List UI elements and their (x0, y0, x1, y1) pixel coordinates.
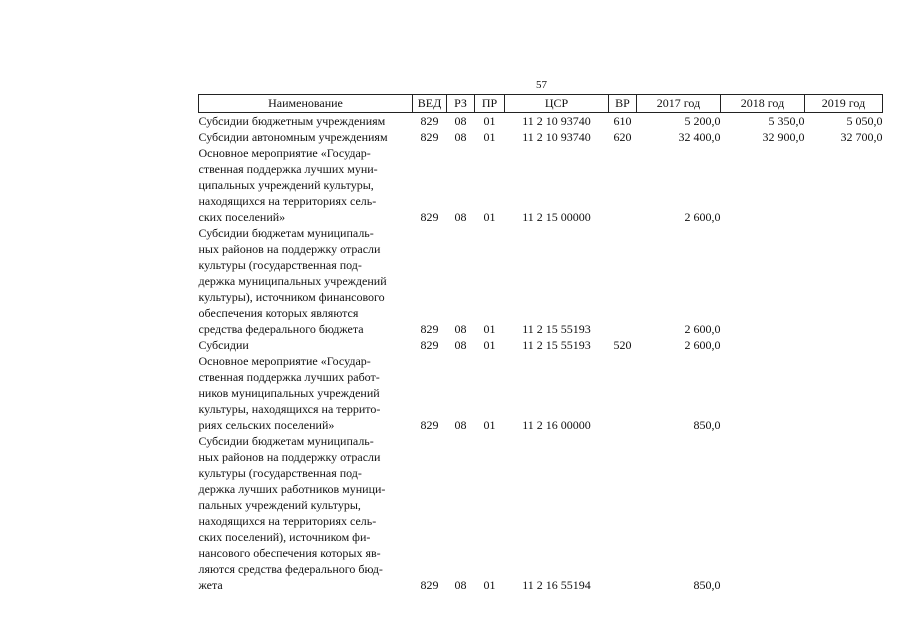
row-name-line: культуры (государственная под- (198, 466, 362, 480)
cell-2018: 32 900,0 (762, 130, 805, 144)
table-row (199, 145, 883, 225)
cell-2019: 5 050,0 (846, 114, 883, 128)
cell-vr: 520 (613, 338, 632, 352)
cell-pr: 01 (483, 130, 496, 144)
table-row (199, 225, 883, 337)
cell-2017: 2 600,0 (684, 322, 721, 336)
table-header-row (199, 95, 883, 113)
row-name-line: ственная поддержка лучших работ- (198, 370, 380, 384)
row-name-line: Субсидии бюджетным учреждениям (198, 114, 386, 128)
row-name-line: ных районов на поддержку отрасли (198, 450, 381, 464)
row-name-line: держка муниципальных учреждений (198, 274, 387, 288)
row-name-line: ских поселений), источником фи- (198, 530, 371, 544)
row-name-line: ных районов на поддержку отрасли (198, 242, 381, 256)
row-name-line: Основное мероприятие «Государ- (198, 146, 371, 160)
table-row (199, 433, 883, 593)
cell-2018 (721, 225, 805, 337)
cell-csr: 11 2 16 55194 (522, 578, 591, 592)
header-vr: ВР (609, 95, 637, 113)
cell-2019 (805, 353, 883, 433)
cell-pr: 01 (483, 338, 496, 352)
cell-2017: 850,0 (693, 578, 721, 592)
cell-rz: 08 (454, 322, 467, 336)
row-name-line: жета (198, 578, 223, 592)
cell-vr (609, 353, 637, 433)
cell-csr: 11 2 10 93740 (522, 114, 591, 128)
row-name-line: культуры, находящихся на террито- (198, 402, 381, 416)
cell-rz: 08 (454, 338, 467, 352)
cell-2017: 2 600,0 (684, 210, 721, 224)
cell-2017: 5 200,0 (684, 114, 721, 128)
cell-2019: 32 700,0 (840, 130, 883, 144)
cell-2018 (721, 145, 805, 225)
row-name-line: культуры (государственная под- (198, 258, 362, 272)
cell-pr: 01 (483, 418, 496, 432)
cell-csr: 11 2 15 55193 (522, 338, 591, 352)
cell-rz: 08 (454, 418, 467, 432)
cell-pr: 01 (483, 114, 496, 128)
cell-2019 (805, 337, 883, 353)
row-name-line: обеспечения которых являются (198, 306, 359, 320)
cell-pr: 01 (483, 210, 496, 224)
row-name-line: средства федерального бюджета (198, 322, 364, 336)
cell-2018: 5 350,0 (768, 114, 805, 128)
cell-pr: 01 (483, 322, 496, 336)
header-2019: 2019 год (805, 95, 883, 113)
table-row (199, 353, 883, 433)
cell-ved: 829 (420, 114, 439, 128)
cell-2017: 2 600,0 (684, 338, 721, 352)
cell-ved: 829 (420, 322, 439, 336)
row-name-line: Основное мероприятие «Государ- (198, 354, 371, 368)
cell-rz: 08 (454, 578, 467, 592)
row-name-line: риях сельских поселений» (198, 418, 335, 432)
cell-csr: 11 2 16 00000 (522, 418, 591, 432)
cell-vr: 610 (613, 114, 632, 128)
cell-ved: 829 (420, 418, 439, 432)
row-name-line: Субсидии (198, 338, 249, 352)
cell-rz: 08 (454, 130, 467, 144)
cell-rz: 08 (454, 210, 467, 224)
cell-vr (609, 433, 637, 593)
row-name-line: ципальных учреждений культуры, (198, 178, 374, 192)
cell-vr (609, 145, 637, 225)
row-name (199, 113, 413, 130)
cell-2019 (805, 225, 883, 337)
cell-csr: 11 2 15 55193 (522, 322, 591, 336)
cell-2018 (721, 353, 805, 433)
cell-2019 (805, 433, 883, 593)
row-name (199, 145, 413, 225)
header-pr: ПР (475, 95, 505, 113)
table-row (199, 337, 883, 353)
header-csr: ЦСР (505, 95, 609, 113)
cell-csr: 11 2 10 93740 (522, 130, 591, 144)
cell-vr: 620 (613, 130, 632, 144)
cell-csr: 11 2 15 00000 (522, 210, 591, 224)
cell-ved: 829 (420, 338, 439, 352)
row-name-line: пальных учреждений культуры, (198, 498, 361, 512)
cell-2019 (805, 145, 883, 225)
row-name-line: Субсидии автономным учреждениям (198, 130, 388, 144)
cell-ved: 829 (420, 578, 439, 592)
row-name-line: находящихся на территориях сель- (198, 194, 377, 208)
cell-ved: 829 (420, 130, 439, 144)
cell-pr: 01 (483, 578, 496, 592)
cell-ved: 829 (420, 210, 439, 224)
row-name-line: культуры), источником финансового (198, 290, 385, 304)
header-2018: 2018 год (721, 95, 805, 113)
header-2017: 2017 год (637, 95, 721, 113)
row-name (199, 337, 413, 353)
cell-2018 (721, 433, 805, 593)
cell-2018 (721, 337, 805, 353)
cell-rz: 08 (454, 114, 467, 128)
row-name-line: ников муниципальных учреждений (198, 386, 380, 400)
row-name-line: ственная поддержка лучших муни- (198, 162, 378, 176)
row-name (199, 225, 413, 337)
header-name: Наименование (199, 95, 413, 113)
cell-2017: 32 400,0 (678, 130, 721, 144)
page-number: 57 (536, 79, 547, 91)
row-name-line: находящихся на территориях сель- (198, 514, 377, 528)
row-name (199, 433, 413, 593)
row-name-line: держка лучших работников муници- (198, 482, 386, 496)
row-name-line: нансового обеспечения которых яв- (198, 546, 381, 560)
row-name-line: Субсидии бюджетам муниципаль- (198, 434, 374, 448)
header-rz: РЗ (447, 95, 475, 113)
row-name (199, 129, 413, 145)
row-name-line: ляются средства федерального бюд- (198, 562, 383, 576)
table-row (199, 129, 883, 145)
cell-2017: 850,0 (693, 418, 721, 432)
row-name-line: Субсидии бюджетам муниципаль- (198, 226, 374, 240)
budget-table (198, 94, 883, 593)
row-name-line: ских поселений» (198, 210, 286, 224)
cell-vr (609, 225, 637, 337)
table-row (199, 113, 883, 130)
row-name (199, 353, 413, 433)
header-ved: ВЕД (413, 95, 447, 113)
